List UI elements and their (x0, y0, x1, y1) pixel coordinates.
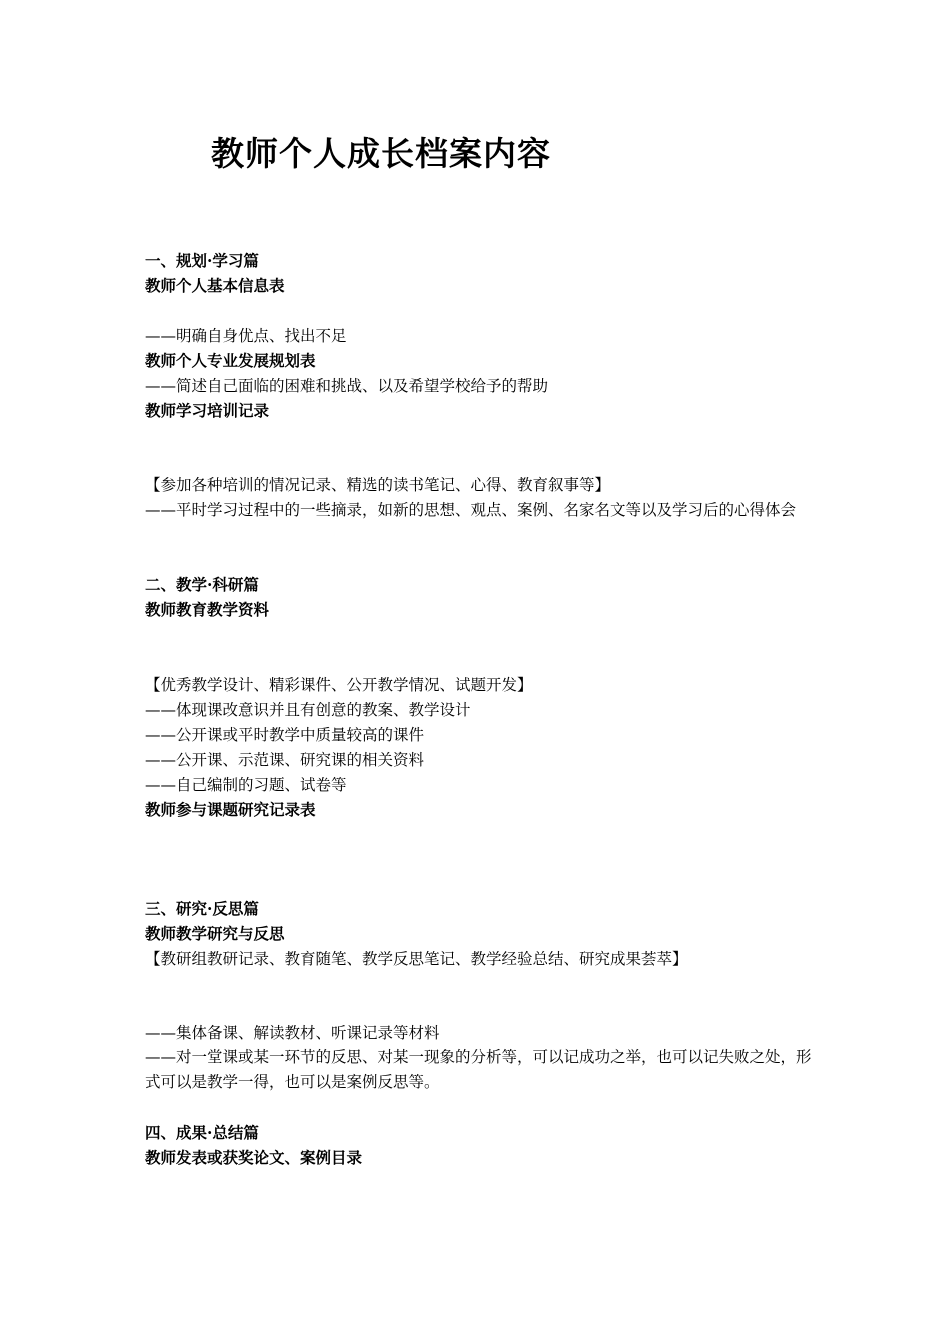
section-1-item-development-plan: 教师个人专业发展规划表 (145, 351, 316, 370)
section-1-bracket-training: 【参加各种培训的情况记录、精选的读书笔记、心得、教育叙事等】 (145, 476, 611, 494)
document-title: 教师个人成长档案内容 (211, 134, 551, 173)
section-2-heading: 二、教学·科研篇 (145, 575, 259, 594)
section-2-item-teaching-materials: 教师教育教学资料 (145, 600, 270, 619)
section-2-note-exercises: ——自己编制的习题、试卷等 (145, 776, 347, 794)
section-1-note-excerpts: ——平时学习过程中的一些摘录，如新的思想、观点、案例、名家名文等以及学习后的心得体会 (145, 501, 797, 519)
section-3-bracket-records: 【教研组教研记录、教育随笔、教学反思笔记、教学经验总结、研究成果荟萃】 (145, 950, 688, 968)
section-1-note-strengths: ——明确自身优点、找出不足 (145, 327, 347, 345)
section-3-heading: 三、研究·反思篇 (145, 899, 259, 918)
section-2-note-courseware: ——公开课或平时教学中质量较高的课件 (145, 726, 425, 744)
section-4-heading: 四、成果·总结篇 (145, 1123, 259, 1142)
section-3-note-reflection: ——对一堂课或某一环节的反思、对某一现象的分析等，可以记成功之举，也可以记失败之处，形式可以是教学一得，也可以是案例反思等。 (145, 1048, 812, 1091)
section-2-bracket-materials: 【优秀教学设计、精彩课件、公开教学情况、试题开发】 (145, 676, 533, 694)
section-3-item-research-reflection: 教师教学研究与反思 (145, 924, 285, 943)
section-4-item-papers: 教师发表或获奖论文、案例目录 (145, 1148, 363, 1167)
section-2-note-open-class: ——公开课、示范课、研究课的相关资料 (145, 751, 425, 769)
section-1-note-challenges: ——简述自己面临的困难和挑战、以及希望学校给予的帮助 (145, 377, 549, 395)
section-1-item-basic-info: 教师个人基本信息表 (145, 276, 285, 295)
section-3-note-lesson-prep: ——集体备课、解读教材、听课记录等材料 (145, 1024, 440, 1042)
section-2-note-lesson-plans: ——体现课改意识并且有创意的教案、教学设计 (145, 701, 471, 719)
section-2-item-research-record: 教师参与课题研究记录表 (145, 800, 316, 819)
section-1-heading: 一、规划·学习篇 (145, 251, 259, 270)
section-1-item-training-record: 教师学习培训记录 (145, 401, 270, 420)
